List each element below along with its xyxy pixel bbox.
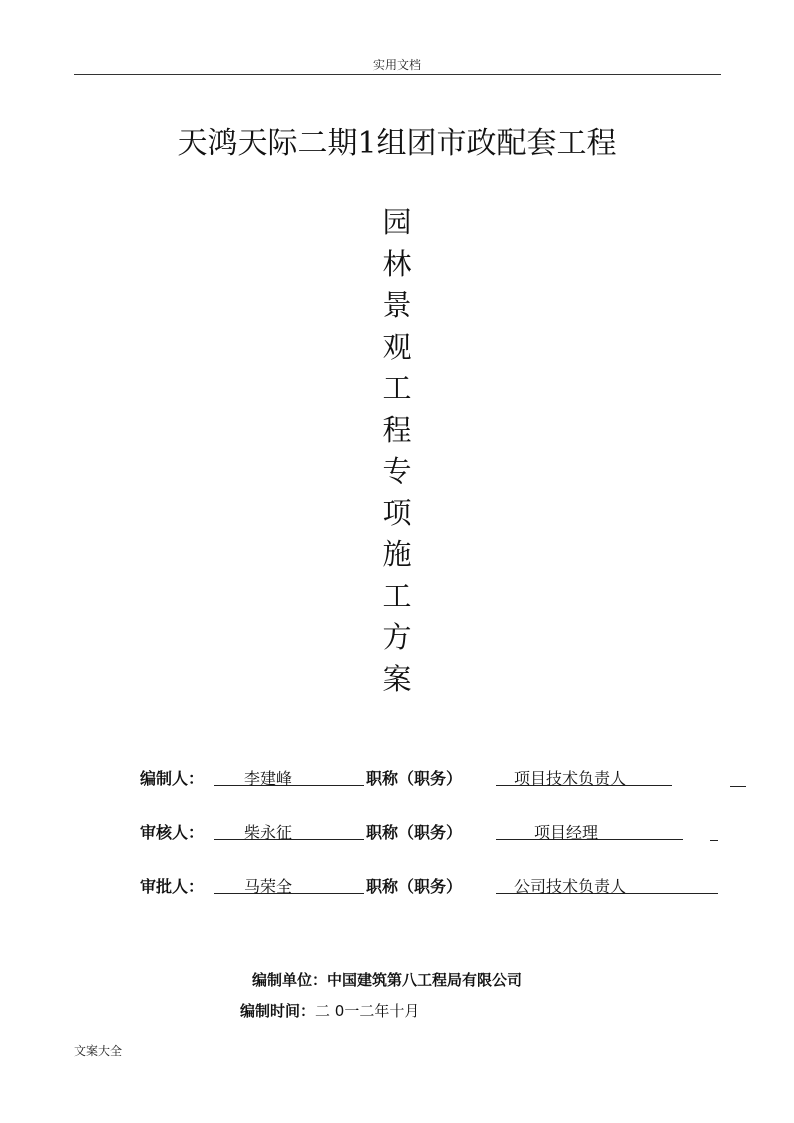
reviewer-position: 项目经理: [496, 820, 683, 840]
compiling-date-value: 二 0一二年十月: [315, 1002, 420, 1020]
document-title-vertical: [376, 202, 418, 700]
compiler-name: 李建峰: [214, 766, 364, 786]
title-char: 方: [382, 620, 412, 654]
title-char: 观: [382, 329, 412, 364]
approver-position: 公司技术负责人: [496, 874, 718, 894]
signature-row-approver: [0, 874, 794, 900]
compiling-date: [240, 1000, 419, 1021]
reviewer-trailing-line: [710, 820, 718, 841]
page-footer: 文案大全: [74, 1044, 123, 1058]
title-char: 案: [382, 661, 412, 696]
reviewer-name: 柴永征: [214, 820, 364, 840]
compiler-label: 编制人：: [140, 769, 205, 788]
approver-title-label: 职称（职务）: [366, 877, 463, 896]
compiler-title-label: 职称（职务）: [366, 769, 463, 788]
title-char: 程: [382, 412, 412, 447]
approver-name: 马荣全: [214, 874, 364, 894]
title-char: 林: [382, 246, 412, 281]
title-char: 项: [382, 495, 412, 530]
signature-row-compiler: [0, 766, 794, 792]
title-char: 景: [382, 288, 412, 322]
compiling-unit: 编制单位：中国建筑第八工程局有限公司: [252, 971, 523, 989]
title-char: 工: [382, 371, 412, 405]
compiler-position: 项目技术负责人: [496, 766, 672, 786]
header-text: 实用文档: [372, 58, 421, 72]
title-char: 施: [382, 537, 412, 571]
compiling-date-label: 编制时间：: [240, 1002, 316, 1020]
header-divider: [74, 74, 721, 75]
approver-label: 审批人：: [140, 877, 205, 896]
reviewer-label: 审核人：: [140, 823, 205, 842]
title-char: 专: [382, 454, 412, 488]
project-title: 天鸿天际二期1组团市政配套工程: [177, 126, 617, 161]
reviewer-title-label: 职称（职务）: [366, 823, 463, 842]
signature-row-reviewer: [0, 820, 794, 846]
title-char: 工: [382, 578, 412, 613]
compiler-trailing-line: [730, 766, 746, 787]
title-char: 园: [382, 205, 412, 239]
